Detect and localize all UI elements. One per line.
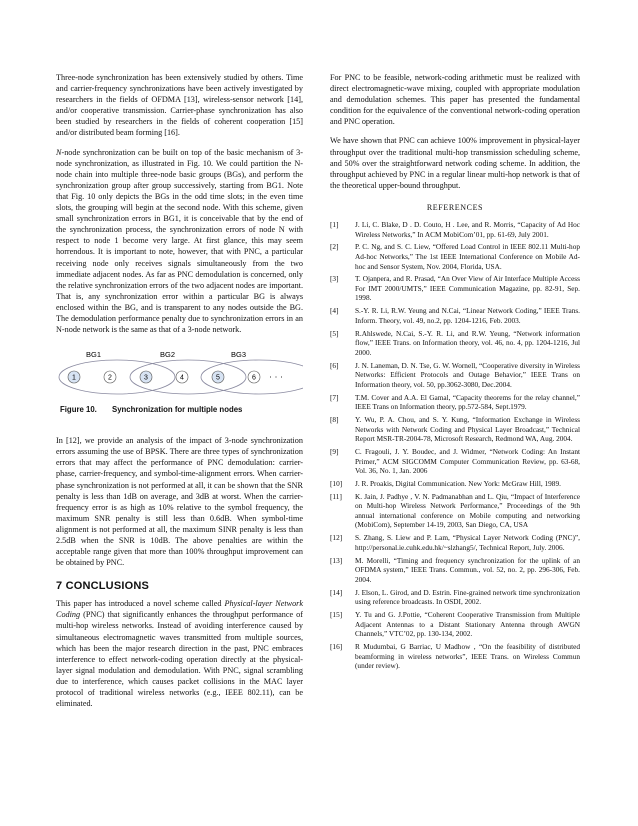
- bg3-label: BG3: [231, 350, 247, 360]
- reference-number: [5]: [330, 328, 339, 338]
- node-5-label: 5: [216, 374, 220, 382]
- conclusion-part-b: (PNC) that significantly enhances the throughput performance of multi-hop wireless networks. Instead of avoiding interference caused by simultaneous electromagnetic waves transmitted from multiple sources, which has been the major research direction in the past, PNC embraces interference to effect network-coding operation directly at the physical-layer signal modulation and demodulation. With PNC, signal scrambling due to interference, which causes packet collisions in the MAC layer protocol of traditional wireless networks (e.g., IEEE 802.11), can be eliminated.: [56, 610, 303, 709]
- node-1-label: 1: [72, 374, 76, 382]
- reference-number: [1]: [330, 219, 339, 229]
- reference-text: C. Fragouli, J. Y. Boudec, and J. Widmer, “Network Coding: An Instant Primer,” ACM SIGCOMM Computer Communication Review, pp. 63-68, Vol. 36, No. 1, Jan. 2006: [355, 446, 580, 476]
- reference-item: [330, 306, 580, 325]
- italic-n: N: [56, 147, 62, 157]
- reference-number: [2]: [330, 242, 339, 252]
- reference-text: Y. Wu, P. A. Chou, and S. Y. Kung, “Information Exchange in Wireless Networks with Network Coding and Physical Layer Broadcast,” Technical Report MSR-TR-2004-78, Microsoft Research, Redmond WA, Aug. 2004.: [355, 414, 580, 444]
- node-2-label: 2: [108, 374, 112, 382]
- paragraph-n-node-sync: [56, 147, 303, 336]
- reference-text: J. Li, C. Blake, D . D. Couto, H . Lee, and R. Morris, “Capacity of Ad Hoc Wireless Networks,” In ACM MobiCom’01, pp. 61-69, July 2001.: [355, 219, 580, 239]
- node-4-label: 4: [180, 374, 184, 382]
- paragraph-n-node-body: -node synchronization can be built on top of the basic mechanism of 3-node synchronization, as illustrated in Fig. 10. We could partition the N-node chain into multiple three-node basic groups (BGs), and perform the synchronization group after group successively, starting from BG1. Note that Fig. 10 only depicts the BGs in the odd time slots; in the even time slots, the grouping will begin at the second node. With this scheme, given small synchronization errors in BG1, it is conceivable that by the end of the synchronization process, the synchronization errors of node N with respect to node 1 become very large. At first glance, this may seem horrendous. It is important to note, however, that with PNC, a particular receiving node only receives signals simultaneously from the two immediate adjacent nodes. As far as PNC demodulation is concerned, only the relative synchronization errors of the two adjacent nodes are important. That is, any synchronization error within a particular BG is always enclosed within the BG, and is transparent to any nodes outside the BG. The demodulation performance penalty due to synchronization errors in an N-node network is the same as that of a 3-node network.: [56, 147, 303, 335]
- reference-item: [330, 642, 580, 671]
- reference-number: [9]: [330, 446, 339, 456]
- reference-number: [13]: [330, 555, 343, 565]
- reference-text: T.M. Cover and A.A. El Gamal, “Capacity theorems for the relay channel,” IEEE Trans on Information theory, pp.572-584, Sept.1979.: [355, 392, 580, 412]
- bg1-label: BG1: [86, 350, 102, 360]
- references-heading: REFERENCES: [426, 202, 484, 212]
- paragraph-bpsk-analysis: In [12], we provide an analysis of the impact of 3-node synchronization errors assuming the use of BPSK. There are three types of synchronization errors that may affect the performance of PNC demodulation: carrier-phase, carrier-frequency, and symbol-time-alignment errors. When carrier-phase synchronization is not performed at all, it can be shown that the SNR penalty is less than 1dB on average, and 3dB at worst. When the carrier-frequency error is as high as 10% relative to the symbol frequency, the maximum SNR penalty is still less than 0.6dB. When symbol-time alignment is not performed at all, the maximum SINR penalty is less than 2.5dB when the SNR is 10dB. The above penalties are within the acceptable range given that more than 100% throughput improvement can be obtained by PNC.: [56, 436, 303, 568]
- reference-item: [330, 610, 580, 639]
- reference-text: M. Morelli, “Timing and frequency synchronization for the uplink of an OFDMA system,” IEEE Trans. Commun., vol. 52, no. 2, pp. 296-306, Feb. 2004.: [355, 555, 580, 584]
- reference-number: [4]: [330, 306, 339, 316]
- reference-text: P. C. Ng, and S. C. Liew, “Offered Load Control in IEEE 802.11 Multi-hop Ad-hoc Networks,” The 1st IEEE International Conference on Mobile Ad-hoc and Sensor System, Nov. 2004, Florida, USA.: [355, 242, 580, 271]
- bg2-label: BG2: [160, 350, 176, 360]
- reference-item: [330, 533, 580, 552]
- reference-text: Y. Tu and G. J.Pottie, “Coherent Cooperative Transmission from Multiple Adjacent Antennas to a Distant Stationary Antenna through AWGN Channels,” VTC’02, pp. 130-134, 2002.: [355, 609, 580, 639]
- conclusion-part-a: This paper has introduced a novel scheme called: [56, 599, 225, 609]
- reference-text: S.-Y. R. Li, R.W. Yeung and N.Cai, “Linear Network Coding,” IEEE Trans. Inform. Theory, vol. 49, no.2, pp. 1204-1216, Feb. 2003.: [355, 306, 580, 325]
- section-title-conclusions: 7 CONCLUSIONS: [56, 580, 150, 593]
- reference-number: [3]: [330, 274, 339, 284]
- reference-item: [330, 479, 580, 489]
- reference-item: [330, 492, 580, 530]
- caption-text: Synchronization for multiple nodes: [112, 405, 243, 415]
- paragraph-pnc-feasible: For PNC to be feasible, network-coding arithmetic must be realized with direct electromagnetic-wave mixing, coupled with appropriate modulation and demodulation schemes. This paper has presented the fundamental condition for the equivalence of the conventional network-coding operation and PNC operation.: [330, 73, 580, 127]
- reference-item: [330, 447, 580, 476]
- reference-number: [10]: [330, 478, 343, 488]
- reference-text: T. Ojanpera, and R. Prasad, “An Over View of Air Interface Multiple Access For IMT 2000/UMTS,” IEEE Communication Magazine, pp. 82-91, Sep. 1998.: [355, 274, 580, 303]
- references-list: [330, 220, 580, 671]
- reference-item: [330, 242, 580, 271]
- reference-text: K. Jain, J. Padhye , V. N. Padmanabhan and L. Qiu, “Impact of Interference on Multi-hop Wireless Network Performance,” Proceedings of the 9th annual international conference on Mobile computing and networking (MobiCom), September 14-19, 2003, San Diego, CA, USA: [355, 491, 580, 530]
- left-column: [56, 72, 303, 717]
- reference-item: [330, 588, 580, 607]
- reference-number: [11]: [330, 491, 342, 501]
- reference-item: [330, 556, 580, 585]
- reference-text: J. R. Proakis, Digital Communication. New York: McGraw Hill, 1989.: [355, 478, 561, 488]
- reference-item: [330, 393, 580, 412]
- right-column: [330, 72, 580, 674]
- reference-number: [16]: [330, 641, 343, 651]
- reference-number: [14]: [330, 587, 343, 597]
- caption-number: Figure 10.: [60, 405, 97, 415]
- reference-text: S. Zhang, S. Liew and P. Lam, “Physical Layer Network Coding (PNC)”, http://personal.ie.cuhk.edu.hk/~slzhang5/, Technical Report, July. 2006.: [355, 533, 580, 552]
- figure-10: [56, 343, 303, 431]
- figure-10-diagram: [56, 343, 303, 403]
- reference-item: [330, 220, 580, 239]
- paragraph-pnc-improvement: We have shown that PNC can achieve 100% improvement in physical-layer throughput over the traditional multi-hop transmission scheduling scheme, and 50% over the straightforward network coding scheme. In addition, the throughput achieved by PNC in a regular linear multi-hop network is that of the theoretical upper-bound throughput.: [330, 136, 580, 190]
- reference-number: [12]: [330, 533, 343, 543]
- paragraph-conclusion: [56, 598, 303, 709]
- node-3-label: 3: [144, 374, 148, 382]
- reference-number: [6]: [330, 360, 339, 370]
- reference-text: R.Ahlswede, N.Cai, S.-Y. R. Li, and R.W. Yeung, “Network information flow,” IEEE Trans. on Information theory, vol. 46, no. 4, pp. 1204-1216, Jul 2000.: [355, 328, 580, 357]
- reference-item: [330, 361, 580, 390]
- node-6-label: 6: [252, 374, 256, 382]
- reference-number: [15]: [330, 609, 343, 619]
- paragraph-three-node-sync: Three-node synchronization has been extensively studied by others. Time and carrier-frequency synchronizations have been actively investigated by researchers in the fields of OFDMA [13], wireless-sensor network [14], and/or cooperative transmission. Carrier-phase synchronization has also been studied by researchers in the fields of coherent cooperation [15] and/or distributed beam forming [16].: [56, 73, 303, 138]
- reference-item: [330, 274, 580, 303]
- conclusion-italic: Physical-layer Network Coding: [56, 599, 303, 620]
- reference-item: [330, 329, 580, 358]
- reference-text: J. Elson, L. Girod, and D. Estrin. Fine-grained network time synchronization using reference broadcasts. In OSDI, 2002.: [355, 587, 580, 607]
- reference-number: [7]: [330, 392, 339, 402]
- reference-text: R Mudumbai, G Barriac, U Madhow , “On the feasibility of distributed beamforming in wireless networks”, IEEE Trans. on Wireless Commun (under review).: [355, 641, 580, 671]
- reference-text: J. N. Laneman, D. N. Tse, G. W. Wornell, “Cooperative diversity in Wireless Networks: Efficient Protocols and Outage Behavior,” IEEE Trans on Information theory, vol. 50, pp.3062-3080, Dec.2004.: [355, 360, 580, 389]
- figure-10-caption: [56, 405, 242, 414]
- reference-item: [330, 415, 580, 444]
- ellipsis: · · ·: [269, 371, 283, 382]
- reference-number: [8]: [330, 414, 339, 424]
